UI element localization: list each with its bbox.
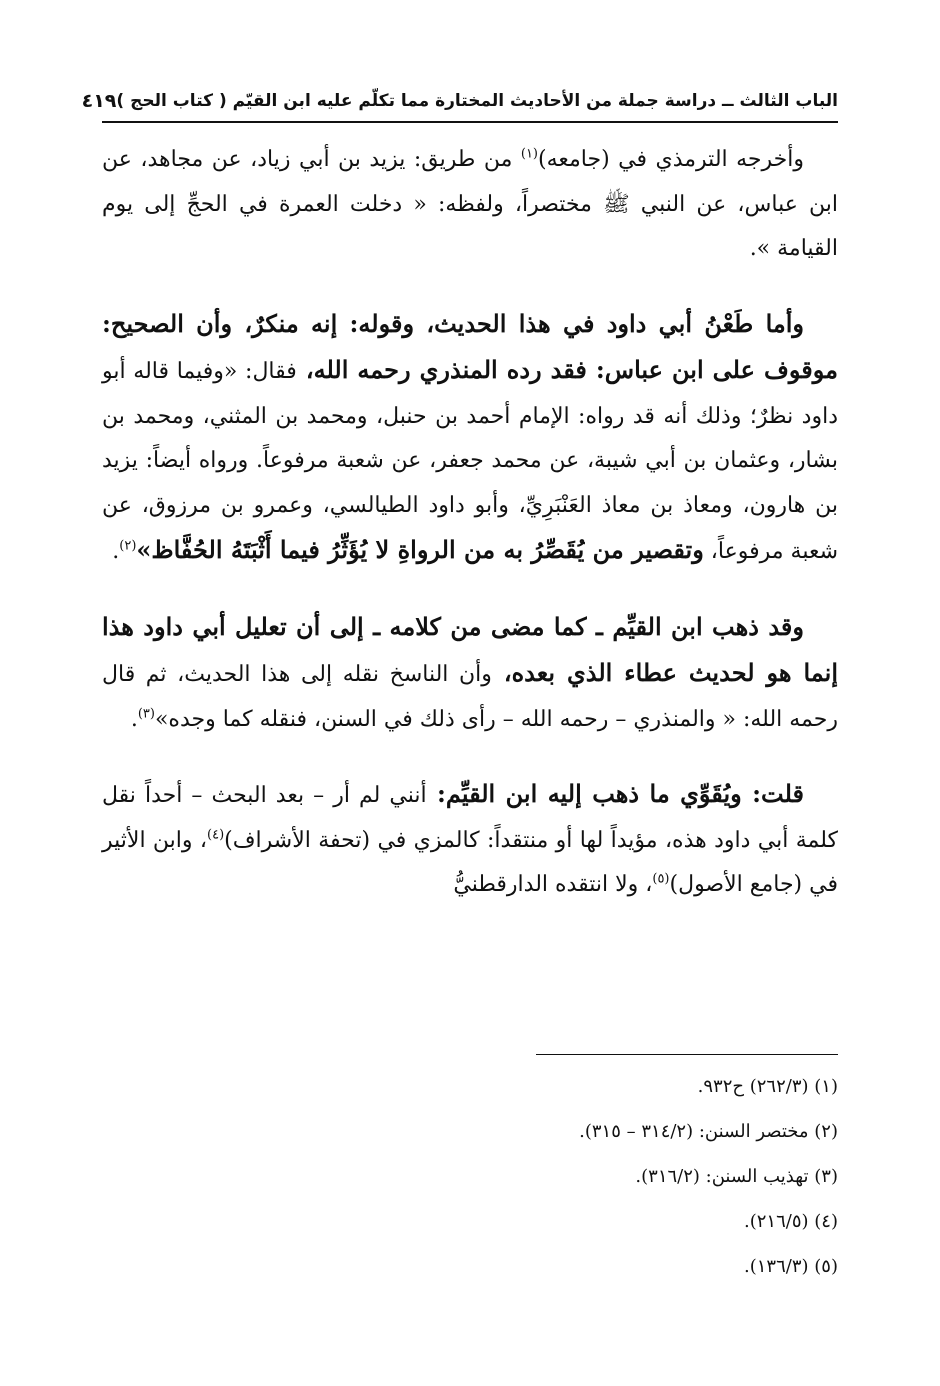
footnote-3: (٣) تهذيب السنن: (٣١٦/٢). [635, 1166, 838, 1187]
footnote-ref: (٣) [137, 706, 155, 722]
bold-text-run: وأما طَعْنُ أبي داود في هذا الحديث، وقوله: إنه منكرٌ، وأن الصحيح: موقوف على ابن عباس: فقد رده المنذري رحمه الله، [102, 308, 838, 384]
text-run: وأن الناسخ نقله إلى هذا الحديث، ثم قال رحمه الله: « والمنذري – رحمه الله – رأى ذلك في السنن، فنقله كما وجده» [102, 662, 838, 732]
running-header-title: الباب الثالث ــ دراسة جملة من الأحاديث المختارة مما تكلّم عليه ابن القيّم ( كتاب الحج ) [116, 91, 838, 111]
text-run: من طريق: يزيد بن أبي زياد، عن مجاهد، عن ابن عباس، عن النبي ﷺ مختصراً، ولفظه: « دخلت العمرة في الحجِّ إلى يوم القيامة ». [102, 147, 838, 261]
footnote-1: (١) (٢٦٢/٣) ح٩٣٢. [697, 1076, 838, 1097]
bold-text-run: وتقصير من يُقَصِّرُ به من الرواةِ لا يُؤَثِّرُ فيما أَثْبَتَهُ الحُفَّاظ» [136, 535, 704, 564]
footnote-ref: (٥) [652, 871, 670, 887]
footnotes [102, 1064, 838, 1289]
text-run: وأخرجه الترمذي في (جامعه) [538, 147, 804, 172]
footnote-5: (٥) (١٣٦/٣). [744, 1256, 838, 1277]
paragraph-1 [102, 138, 838, 272]
footnote-ref: (٢) [119, 538, 137, 554]
running-header [81, 86, 838, 116]
footnote-ref: (١) [520, 146, 538, 162]
header-rule [102, 121, 838, 123]
text-run: . [130, 706, 138, 732]
footnote-rule [536, 1054, 838, 1055]
footnote-4: (٤) (٢١٦/٥). [744, 1211, 838, 1232]
bold-text-run: قلت: ويُقَوِّي ما ذهب إليه ابن القيِّم: [426, 779, 804, 808]
text-run: . [112, 539, 120, 564]
footnote-ref: (٤) [207, 827, 225, 843]
paragraph-3 [102, 605, 838, 743]
text-run: أنني لم أر – بعد البحث – أحداً نقل كلمة أبي داود هذه، مؤيداً لها أو منتقداً: كالمزي في (تحفة الأشراف) [102, 783, 838, 853]
body-text [102, 138, 838, 938]
bold-text-run: وقد ذهب ابن القيِّم ـ كما مضى من كلامه ـ إلى أن تعليل أبي داود هذا إنما هو لحديث عطاء الذي بعده، [102, 611, 838, 687]
text-run: فقال: «وفيما قاله أبو داود نظرٌ؛ وذلك أنه قد رواه: الإمام أحمد بن حنبل، ومحمد بن المثني، ومحمد بن بشار، وعثمان بن أبي شيبة، عن محمد جعفر، عن شعبة مرفوعاً. ورواه أيضاً: يزيد بن هارون، ومعاذ بن معاذ العَنْبَرِيِّ، وأبو داود الطيالسي، وعمرو بن مرزوق، عن شعبة مرفوعاً، [102, 359, 838, 564]
page-number: ٤١٩ [81, 90, 117, 112]
paragraph-4 [102, 772, 838, 908]
text-run: ، وابن الأثير في (جامع الأصول) [102, 827, 838, 897]
text-run: ، ولا انتقده الدارقطنيُّ [453, 872, 653, 897]
paragraph-2 [102, 302, 838, 575]
footnote-2: (٢) مختصر السنن: (٣١٤/٢ – ٣١٥). [579, 1121, 838, 1142]
